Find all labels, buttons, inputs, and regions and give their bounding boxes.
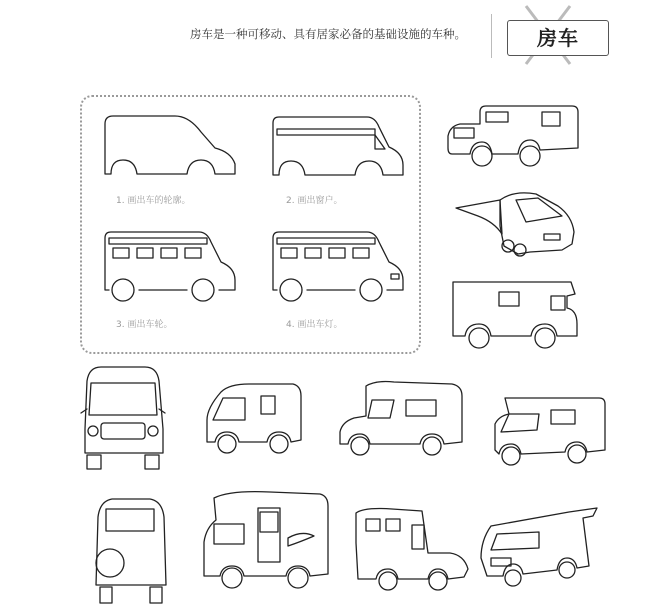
rv-drawing-large-motorhome xyxy=(200,488,332,596)
rv-drawing-front-view xyxy=(79,363,167,471)
step4-lights-drawing xyxy=(271,228,407,300)
rv-drawing-luxury-van xyxy=(477,504,611,588)
step1-caption: 1. 画出车的轮廓。 xyxy=(116,196,191,206)
rv-drawing-class-c xyxy=(491,390,609,474)
rv-drawing-small-bus xyxy=(205,380,303,460)
header-divider xyxy=(491,14,492,58)
step2-windows-drawing xyxy=(271,113,407,181)
step3-wheels-drawing xyxy=(103,228,239,300)
step2-caption: 2. 画出窗户。 xyxy=(286,196,343,206)
rv-drawing-camper-truck xyxy=(446,100,582,176)
step3-caption: 3. 画出车轮。 xyxy=(116,320,173,330)
step1-outline-drawing xyxy=(103,112,239,180)
rv-drawing-trailer-combo xyxy=(352,503,472,591)
step4-caption: 4. 画出车灯。 xyxy=(286,320,343,330)
rv-drawing-box-camper xyxy=(447,274,582,354)
rv-drawing-van-angled xyxy=(454,186,582,262)
intro-text: 房车是一种可移动、具有居家必备的基础设施的车种。 xyxy=(190,27,466,41)
rv-drawing-motorhome-side xyxy=(336,378,466,466)
rv-drawing-rear-view xyxy=(94,495,168,607)
page-title: 房车 xyxy=(507,20,609,56)
